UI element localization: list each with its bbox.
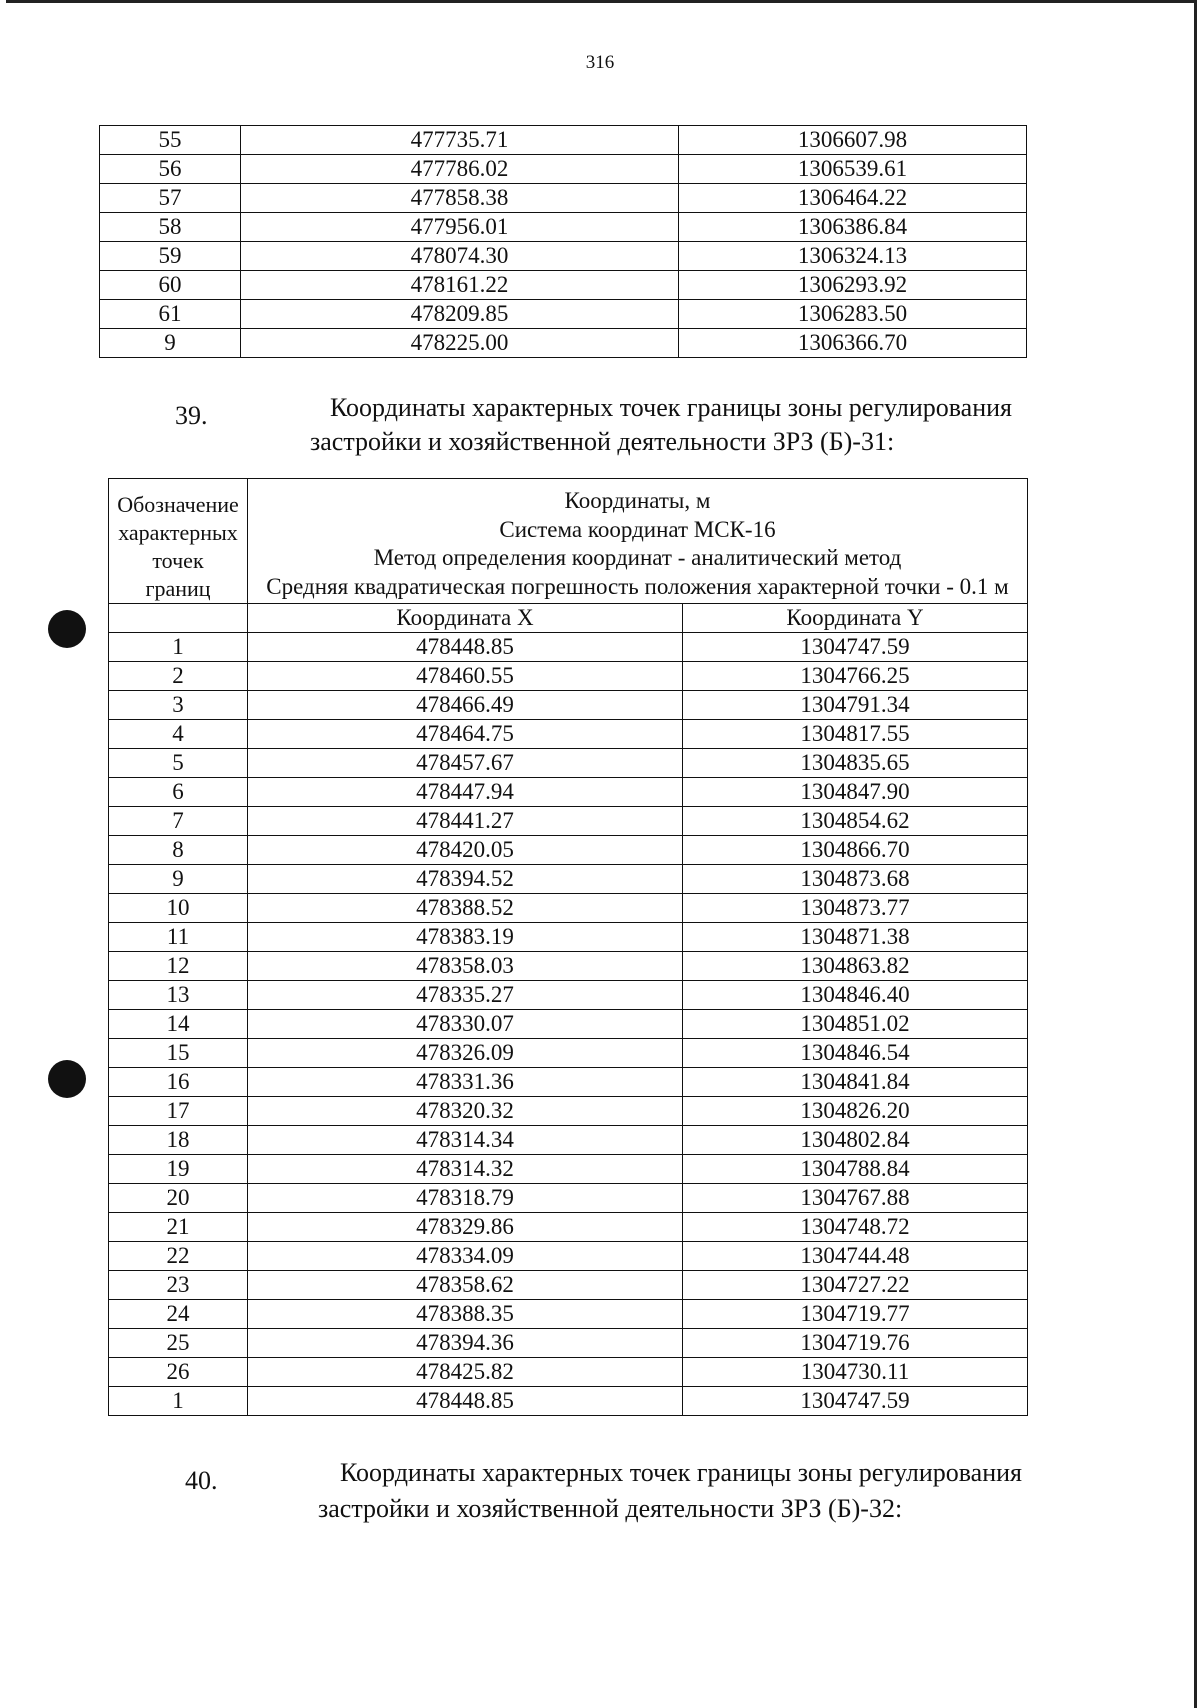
coordinate-x-cell: 478331.36 [248, 1068, 683, 1097]
section-title-line-2: застройки и хозяйственной деятельности ЗРЗ (Б)-31: [310, 427, 895, 456]
coordinate-y-cell: 1306386.84 [679, 213, 1027, 242]
coordinate-x-cell: 478460.55 [248, 662, 683, 691]
coordinate-x-cell: 478425.82 [248, 1358, 683, 1387]
point-number-cell: 13 [109, 981, 248, 1010]
coordinate-y-cell: 1306324.13 [679, 242, 1027, 271]
coordinate-x-cell: 478388.35 [248, 1300, 683, 1329]
table-row [109, 1039, 1028, 1068]
point-number-cell: 5 [109, 749, 248, 778]
point-number-cell: 22 [109, 1242, 248, 1271]
coordinate-y-cell: 1304748.72 [683, 1213, 1028, 1242]
coordinate-x-cell: 478358.03 [248, 952, 683, 981]
header-right-line: Координаты, м [564, 488, 711, 513]
table-row [109, 1097, 1028, 1126]
coordinate-y-cell: 1304788.84 [683, 1155, 1028, 1184]
point-number-cell: 23 [109, 1271, 248, 1300]
table-row [109, 1213, 1028, 1242]
coordinate-y-cell: 1304873.77 [683, 894, 1028, 923]
table-header-row [109, 479, 1028, 604]
point-number-cell: 19 [109, 1155, 248, 1184]
coordinate-x-cell: 478448.85 [248, 1387, 683, 1416]
table-row [109, 807, 1028, 836]
table-row [109, 1184, 1028, 1213]
section-title-line-2: застройки и хозяйственной деятельности ЗРЗ (Б)-32: [318, 1494, 903, 1523]
table-row [100, 271, 1027, 300]
table-row [109, 1068, 1028, 1097]
header-coordinates-info [248, 479, 1028, 604]
coordinate-y-cell: 1304802.84 [683, 1126, 1028, 1155]
coordinate-y-cell: 1304727.22 [683, 1271, 1028, 1300]
table-row [109, 952, 1028, 981]
coordinate-y-cell: 1306283.50 [679, 300, 1027, 329]
coordinate-x-cell: 478383.19 [248, 923, 683, 952]
coordinate-x-cell: 478314.32 [248, 1155, 683, 1184]
point-number-cell: 4 [109, 720, 248, 749]
header-left-line: Обозначение [117, 492, 239, 517]
table-row [109, 633, 1028, 662]
coordinate-x-cell: 478209.85 [241, 300, 679, 329]
coordinate-y-cell: 1304744.48 [683, 1242, 1028, 1271]
point-number-cell: 9 [109, 865, 248, 894]
table-row [109, 1010, 1028, 1039]
header-right-line: Система координат МСК-16 [499, 516, 776, 542]
coordinate-y-cell: 1304730.11 [683, 1358, 1028, 1387]
coordinate-x-cell: 478320.32 [248, 1097, 683, 1126]
table-subheader-row [109, 604, 1028, 633]
table-row [100, 155, 1027, 184]
point-number-cell: 11 [109, 923, 248, 952]
header-point-designation [109, 479, 248, 604]
coordinate-x-cell: 478394.52 [248, 865, 683, 894]
table-row [109, 662, 1028, 691]
column-header-x: Координата X [248, 604, 683, 633]
coordinate-y-cell: 1304747.59 [683, 633, 1028, 662]
table-row [109, 1126, 1028, 1155]
scan-border-top [6, 0, 1194, 3]
coordinate-y-cell: 1306607.98 [679, 126, 1027, 155]
header-left-line: границ [145, 576, 211, 601]
coordinate-y-cell: 1304841.84 [683, 1068, 1028, 1097]
coordinate-y-cell: 1304854.62 [683, 807, 1028, 836]
point-number-cell: 15 [109, 1039, 248, 1068]
point-number-cell: 17 [109, 1097, 248, 1126]
point-number-cell: 6 [109, 778, 248, 807]
table-row [109, 691, 1028, 720]
point-number-cell: 10 [109, 894, 248, 923]
point-number-cell: 61 [100, 300, 241, 329]
table-row [109, 778, 1028, 807]
table-row [100, 213, 1027, 242]
point-number-cell: 2 [109, 662, 248, 691]
section-number: 39. [175, 401, 208, 430]
table-row [109, 1271, 1028, 1300]
scan-border-right [1194, 0, 1197, 1708]
coordinate-x-cell: 478225.00 [241, 329, 679, 358]
point-number-cell: 59 [100, 242, 241, 271]
section-title-line-1: Координаты характерных точек границы зоны регулирования [330, 393, 1012, 422]
point-number-cell: 1 [109, 633, 248, 662]
point-number-cell: 9 [100, 329, 241, 358]
table-row [109, 1387, 1028, 1416]
previous-coordinates-table [99, 125, 1027, 358]
coordinate-y-cell: 1304847.90 [683, 778, 1028, 807]
coordinate-x-cell: 478314.34 [248, 1126, 683, 1155]
coordinate-x-cell: 478464.75 [248, 720, 683, 749]
table-row [109, 720, 1028, 749]
coordinate-x-cell: 478329.86 [248, 1213, 683, 1242]
table-row [109, 1358, 1028, 1387]
header-left-line: характерных [118, 520, 238, 545]
point-number-cell: 7 [109, 807, 248, 836]
header-right-line: Средняя квадратическая погрешность положения характерной точки - 0.1 м [266, 573, 1009, 599]
table-row [109, 836, 1028, 865]
table-row [109, 894, 1028, 923]
coordinate-y-cell: 1304863.82 [683, 952, 1028, 981]
coordinate-x-cell: 478466.49 [248, 691, 683, 720]
point-number-cell: 26 [109, 1358, 248, 1387]
page-number: 316 [585, 52, 615, 73]
table-row [100, 242, 1027, 271]
coordinate-y-cell: 1306293.92 [679, 271, 1027, 300]
point-number-cell: 57 [100, 184, 241, 213]
point-number-cell: 24 [109, 1300, 248, 1329]
header-right-line: Метод определения координат - аналитический метод [373, 545, 902, 570]
coordinate-x-cell: 478330.07 [248, 1010, 683, 1039]
coordinate-y-cell: 1304866.70 [683, 836, 1028, 865]
table-row [100, 329, 1027, 358]
point-number-cell: 16 [109, 1068, 248, 1097]
coordinate-x-cell: 478326.09 [248, 1039, 683, 1068]
coordinate-x-cell: 477858.38 [241, 184, 679, 213]
coordinate-y-cell: 1304846.40 [683, 981, 1028, 1010]
coordinate-x-cell: 478447.94 [248, 778, 683, 807]
coordinate-y-cell: 1304871.38 [683, 923, 1028, 952]
coordinate-x-cell: 478318.79 [248, 1184, 683, 1213]
coordinate-x-cell: 477735.71 [241, 126, 679, 155]
punch-hole [48, 1060, 86, 1098]
point-number-cell: 18 [109, 1126, 248, 1155]
subheader-empty-cell [109, 604, 248, 633]
section-title-line-1: Координаты характерных точек границы зоны регулирования [340, 1458, 1022, 1487]
point-number-cell: 1 [109, 1387, 248, 1416]
table-row [109, 1155, 1028, 1184]
coordinate-x-cell: 478457.67 [248, 749, 683, 778]
table-row [100, 184, 1027, 213]
coordinate-x-cell: 478335.27 [248, 981, 683, 1010]
point-number-cell: 60 [100, 271, 241, 300]
coordinate-x-cell: 478394.36 [248, 1329, 683, 1358]
table-row [109, 1300, 1028, 1329]
coordinate-y-cell: 1306366.70 [679, 329, 1027, 358]
coordinate-x-cell: 477786.02 [241, 155, 679, 184]
column-header-y: Координата Y [683, 604, 1028, 633]
point-number-cell: 12 [109, 952, 248, 981]
table-row [109, 1242, 1028, 1271]
coordinate-y-cell: 1304851.02 [683, 1010, 1028, 1039]
table-row [100, 126, 1027, 155]
point-number-cell: 8 [109, 836, 248, 865]
coordinate-x-cell: 478441.27 [248, 807, 683, 836]
coordinate-y-cell: 1306539.61 [679, 155, 1027, 184]
point-number-cell: 58 [100, 213, 241, 242]
coordinate-x-cell: 478161.22 [241, 271, 679, 300]
coordinate-y-cell: 1304719.77 [683, 1300, 1028, 1329]
table-row [109, 981, 1028, 1010]
point-number-cell: 3 [109, 691, 248, 720]
table-row [109, 923, 1028, 952]
coordinate-y-cell: 1304846.54 [683, 1039, 1028, 1068]
punch-hole [48, 610, 86, 648]
coordinate-y-cell: 1304719.76 [683, 1329, 1028, 1358]
point-number-cell: 21 [109, 1213, 248, 1242]
table-row [109, 749, 1028, 778]
table-row [100, 300, 1027, 329]
point-number-cell: 55 [100, 126, 241, 155]
coordinate-x-cell: 478334.09 [248, 1242, 683, 1271]
coordinate-y-cell: 1304835.65 [683, 749, 1028, 778]
coordinate-x-cell: 478074.30 [241, 242, 679, 271]
coordinate-x-cell: 478358.62 [248, 1271, 683, 1300]
coordinate-y-cell: 1304873.68 [683, 865, 1028, 894]
coordinate-y-cell: 1304766.25 [683, 662, 1028, 691]
coordinate-x-cell: 478388.52 [248, 894, 683, 923]
coordinate-x-cell: 478448.85 [248, 633, 683, 662]
coordinate-y-cell: 1306464.22 [679, 184, 1027, 213]
coordinate-y-cell: 1304826.20 [683, 1097, 1028, 1126]
header-left-line: точек [152, 548, 204, 573]
table-row [109, 865, 1028, 894]
coordinate-x-cell: 478420.05 [248, 836, 683, 865]
coordinate-y-cell: 1304791.34 [683, 691, 1028, 720]
coordinate-y-cell: 1304747.59 [683, 1387, 1028, 1416]
coordinate-y-cell: 1304817.55 [683, 720, 1028, 749]
table-row [109, 1329, 1028, 1358]
point-number-cell: 20 [109, 1184, 248, 1213]
point-number-cell: 14 [109, 1010, 248, 1039]
coordinate-y-cell: 1304767.88 [683, 1184, 1028, 1213]
point-number-cell: 25 [109, 1329, 248, 1358]
coordinate-x-cell: 477956.01 [241, 213, 679, 242]
section-number: 40. [185, 1466, 218, 1495]
point-number-cell: 56 [100, 155, 241, 184]
coordinates-table-zrz-b-31 [108, 478, 1028, 1416]
